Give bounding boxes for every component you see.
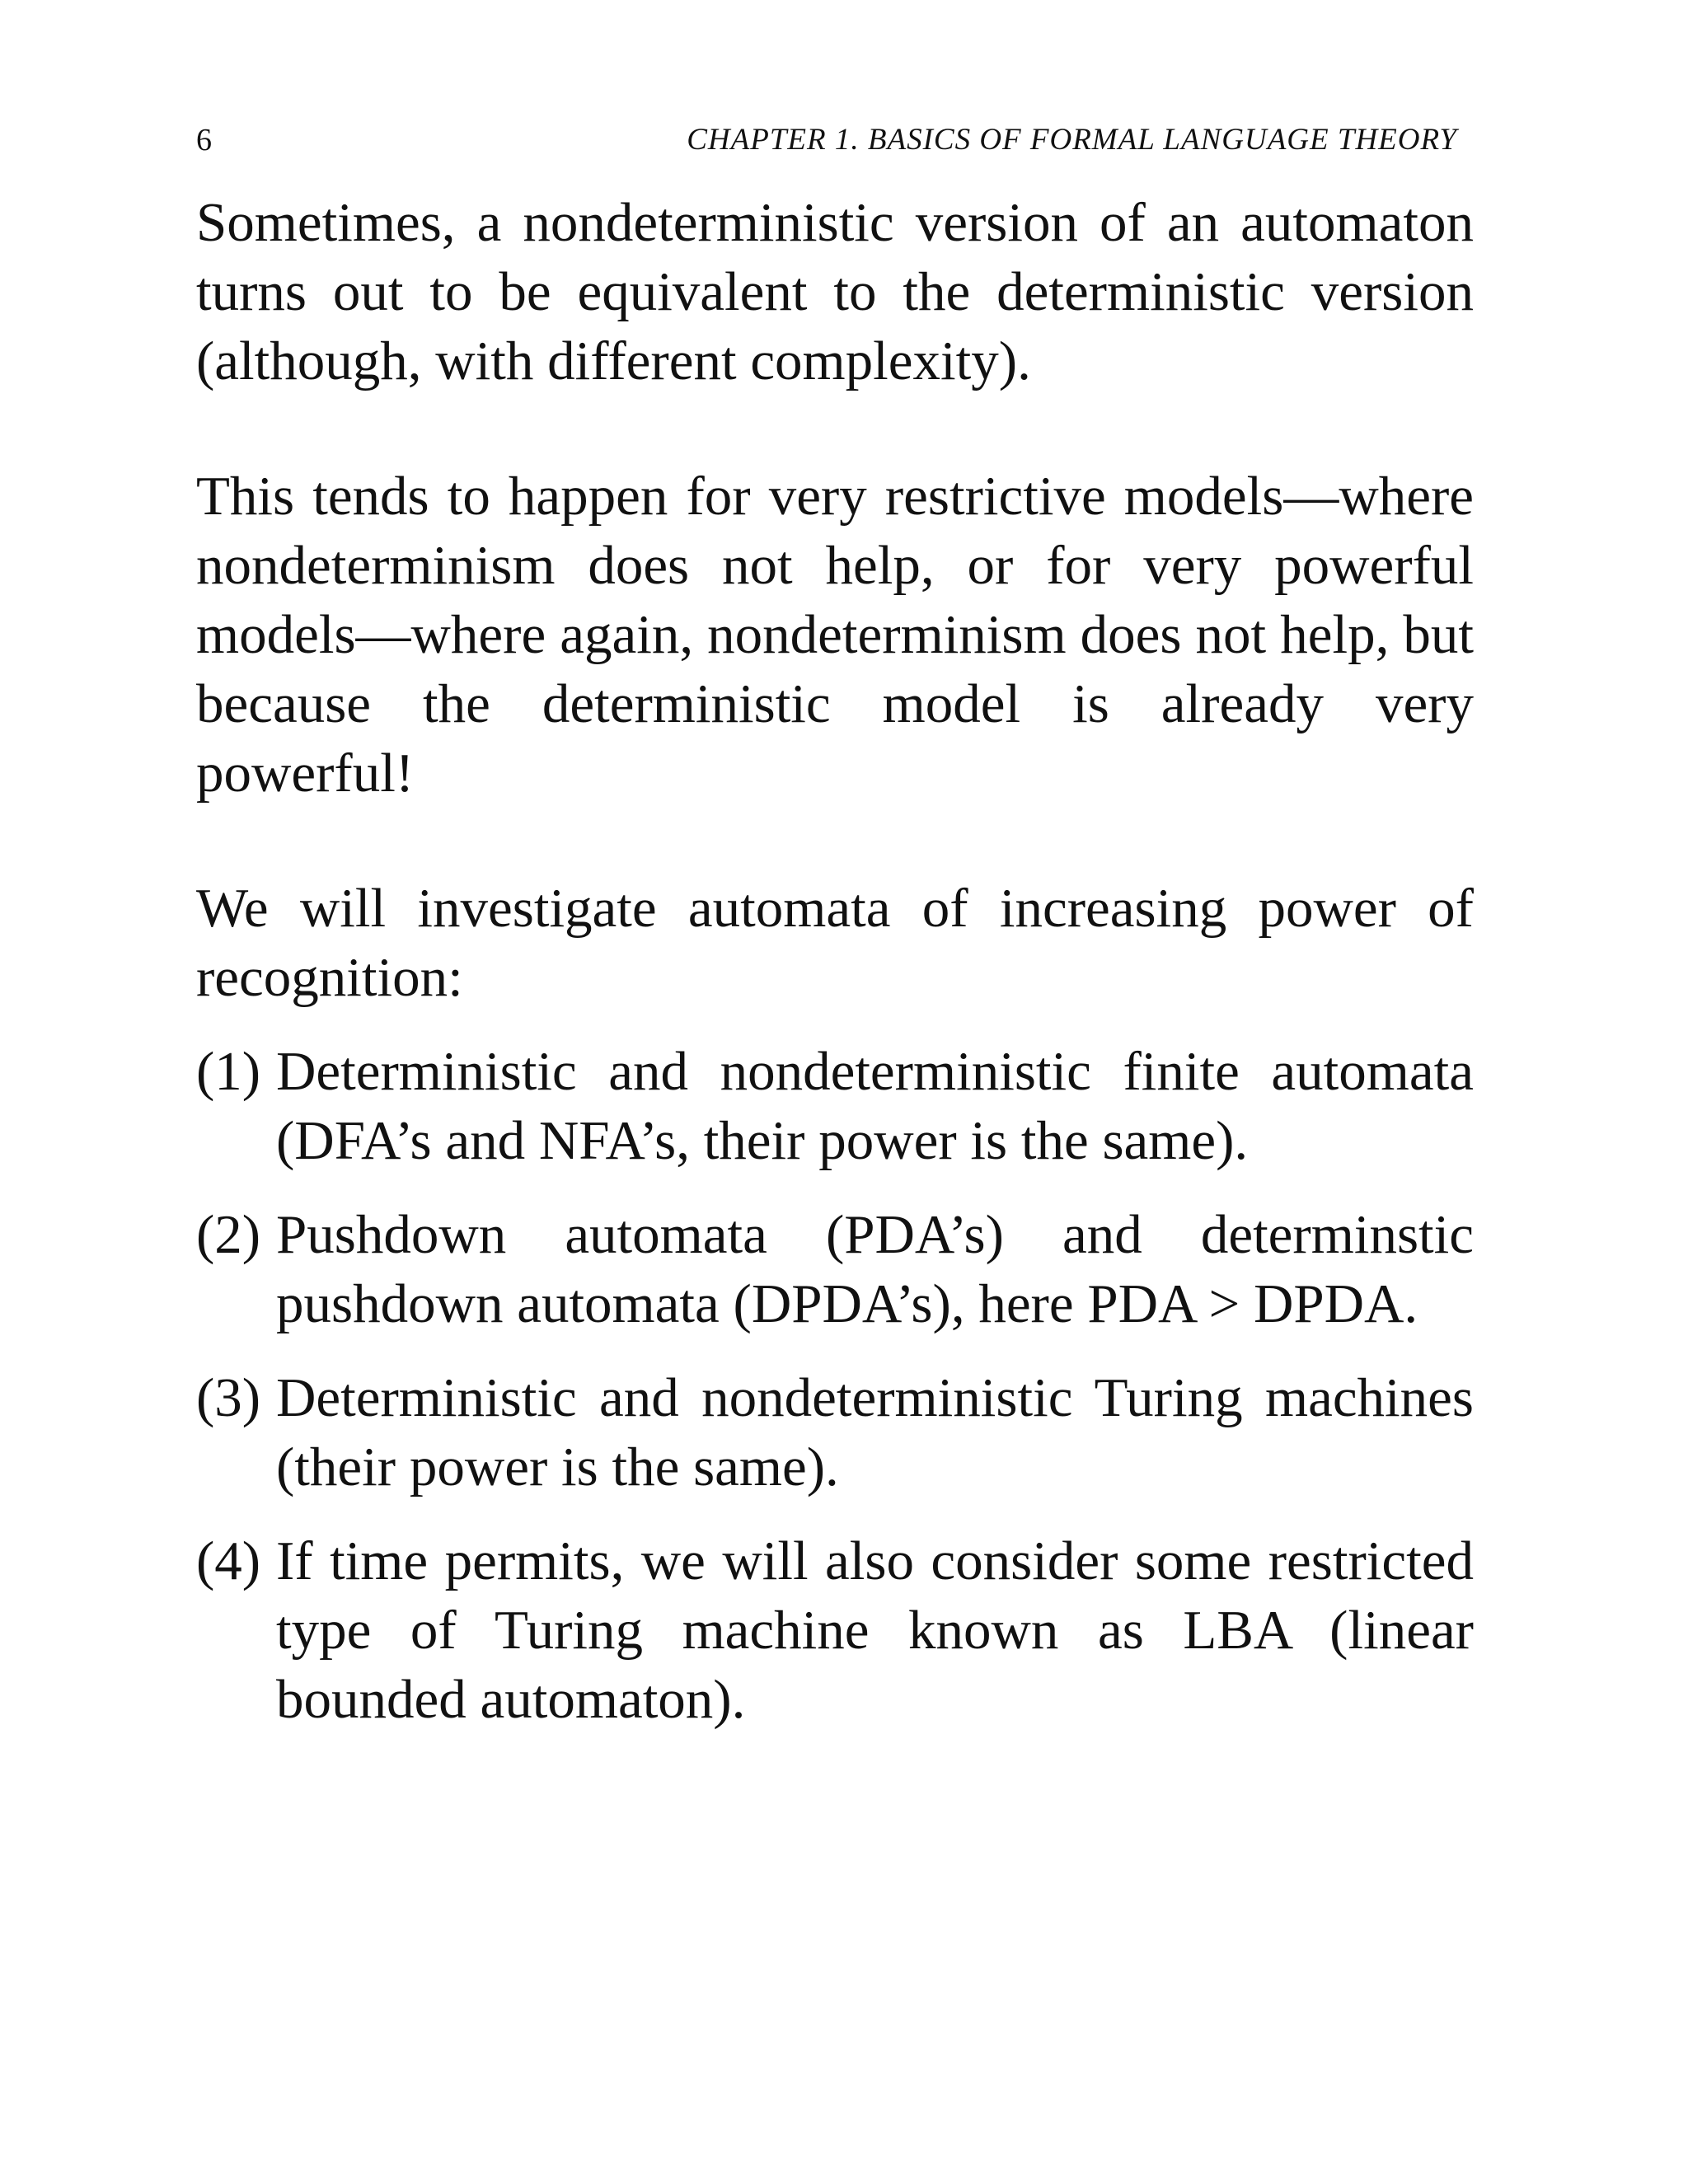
list-item-text: Deterministic and nondeterministic finite automata (DFA’s and NFA’s, their power is the same).: [276, 1041, 1474, 1171]
list-item: [196, 1363, 1474, 1502]
list-item: [196, 1037, 1474, 1175]
list-item-marker: (2): [196, 1204, 261, 1265]
list-item-marker: (1): [196, 1041, 261, 1102]
list-item-marker: (4): [196, 1530, 261, 1591]
chapter-title: CHAPTER 1. BASICS OF FORMAL LANGUAGE THEORY: [687, 123, 1457, 157]
automata-list: [196, 1037, 1474, 1734]
list-item: [196, 1200, 1474, 1338]
list-item-text: Pushdown automata (PDA’s) and determinstic pushdown automata (DPDA’s), here PDA > DPDA.: [276, 1204, 1474, 1334]
paragraph-automata-hierarchy: We will investigate automata of increasing power of recognition:: [196, 878, 1474, 1008]
body-text: [196, 188, 1474, 1759]
paragraph-restrictive-models: This tends to happen for very restrictive models—where nondeterminism does not help, or for very powerful models—where again, nondeterminism does not help, but because the deterministic model is already very powerful!: [196, 466, 1474, 804]
paragraph-nondeterminism-equivalence: Sometimes, a nondeterministic version of an automaton turns out to be equivalent to the deterministic version (although, with different complexity).: [196, 192, 1474, 391]
list-item-text: If time permits, we will also consider some restricted type of Turing machine known as LBA (linear bounded automaton).: [276, 1530, 1474, 1730]
list-item: [196, 1526, 1474, 1734]
page-number: 6: [196, 123, 212, 157]
list-item-text: Deterministic and nondeterministic Turing machines (their power is the same).: [276, 1367, 1474, 1497]
running-head: [196, 117, 1457, 163]
list-item-marker: (3): [196, 1367, 261, 1428]
